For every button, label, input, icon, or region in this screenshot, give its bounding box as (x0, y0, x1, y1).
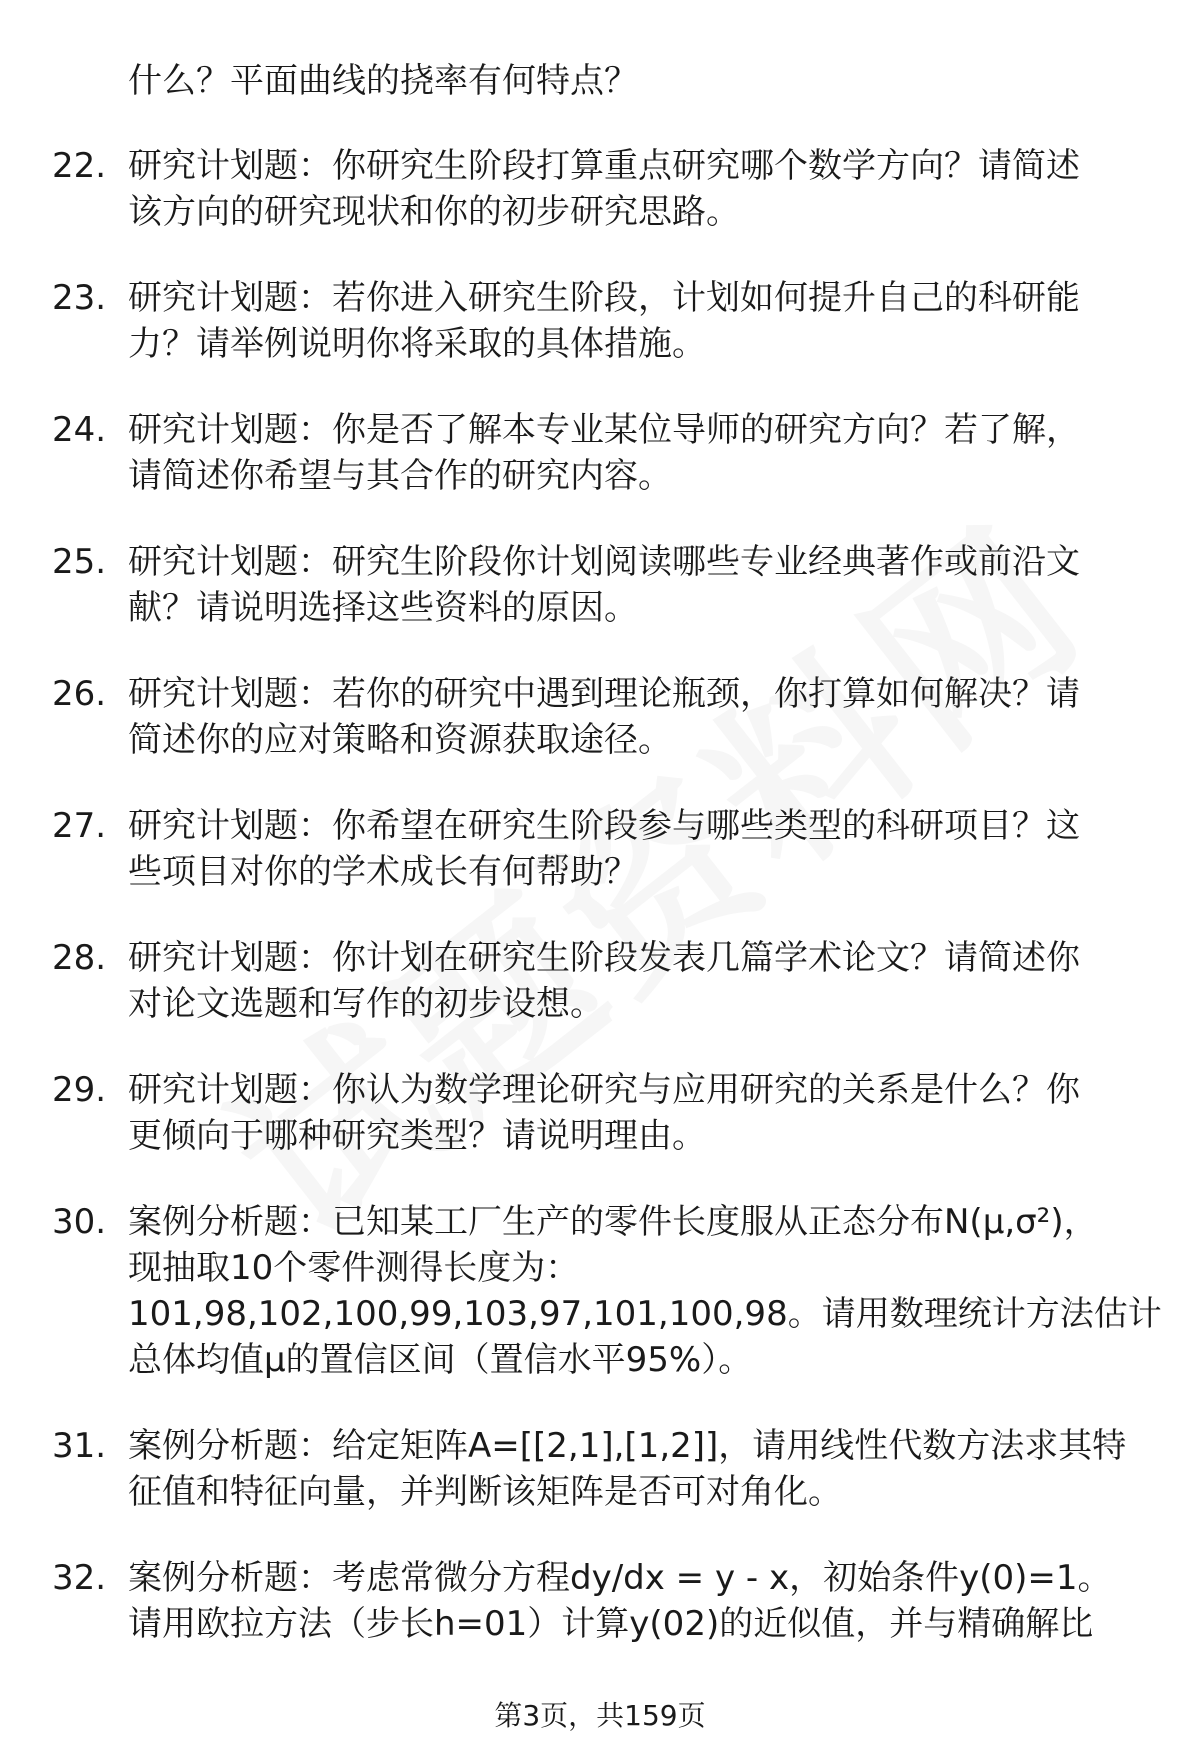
question-list (0, 143, 1200, 1687)
question-number: 32. (52, 1558, 107, 1598)
question-text-line: 案例分析题：已知某工厂生产的零件长度服从正态分布N(μ,σ²)， (128, 1202, 1098, 1242)
question-number: 30. (52, 1202, 107, 1242)
question-text-line: 简述你的应对策略和资源获取途径。 (128, 720, 672, 760)
question-text (128, 1067, 1168, 1159)
question-text (128, 539, 1168, 631)
question-text-line: 对论文选题和写作的初步设想。 (128, 984, 604, 1024)
question-number: 24. (52, 410, 107, 450)
question-text-line: 献？请说明选择这些资料的原因。 (128, 588, 638, 628)
question-text (128, 407, 1168, 499)
question-item (0, 1199, 1200, 1383)
question-text (128, 1555, 1168, 1647)
question-text-line: 些项目对你的学术成长有何帮助？ (128, 852, 638, 892)
question-number: 29. (52, 1070, 107, 1110)
question-item (0, 539, 1200, 631)
question-text (128, 1423, 1168, 1515)
page-footer: 第3页，共159页 (494, 1699, 706, 1732)
question-text-line: 该方向的研究现状和你的初步研究思路。 (128, 192, 740, 232)
question-text (128, 1199, 1168, 1383)
question-text-line: 总体均值μ的置信区间（置信水平95%）。 (128, 1340, 753, 1380)
question-item (0, 803, 1200, 895)
question-number: 22. (52, 146, 107, 186)
question-text-line: 更倾向于哪种研究类型？请说明理由。 (128, 1116, 706, 1156)
question-text-line: 请简述你希望与其合作的研究内容。 (128, 456, 672, 496)
question-number: 26. (52, 674, 107, 714)
question-item (0, 1423, 1200, 1515)
question-text (128, 935, 1168, 1027)
question-text (128, 275, 1168, 367)
question-text-line: 研究计划题：你研究生阶段打算重点研究哪个数学方向？请简述 (128, 146, 1080, 186)
question-text-line: 案例分析题：考虑常微分方程dy/dx = y - x，初始条件y(0)=1。 (128, 1558, 1112, 1598)
question-number: 23. (52, 278, 107, 318)
question-item (0, 1067, 1200, 1159)
question-text-line: 现抽取10个零件测得长度为： (128, 1248, 580, 1288)
carryover-line: 什么？平面曲线的挠率有何特点？ (128, 61, 638, 101)
question-text-line: 研究计划题：你认为数学理论研究与应用研究的关系是什么？你 (128, 1070, 1080, 1110)
question-item (0, 275, 1200, 367)
question-text-line: 101,98,102,100,99,103,97,101,100,98。请用数理统计方法估计 (128, 1294, 1162, 1334)
question-item (0, 935, 1200, 1027)
question-item (0, 143, 1200, 235)
question-text-line: 请用欧拉方法（步长h=01）计算y(02)的近似值，并与精确解比 (128, 1604, 1094, 1644)
question-number: 27. (52, 806, 107, 846)
question-text-line: 研究计划题：你希望在研究生阶段参与哪些类型的科研项目？这 (128, 806, 1080, 846)
question-text-line: 研究计划题：研究生阶段你计划阅读哪些专业经典著作或前沿文 (128, 542, 1080, 582)
question-number: 31. (52, 1426, 107, 1466)
question-text-line: 研究计划题：你计划在研究生阶段发表几篇学术论文？请简述你 (128, 938, 1080, 978)
question-text-line: 案例分析题：给定矩阵A=[[2,1],[1,2]]，请用线性代数方法求其特 (128, 1426, 1127, 1466)
question-item (0, 671, 1200, 763)
question-text-line: 研究计划题：若你的研究中遇到理论瓶颈，你打算如何解决？请 (128, 674, 1080, 714)
question-text (128, 143, 1168, 235)
question-item (0, 1555, 1200, 1647)
question-text-line: 力？请举例说明你将采取的具体措施。 (128, 324, 706, 364)
question-text-line: 研究计划题：若你进入研究生阶段，计划如何提升自己的科研能 (128, 278, 1080, 318)
question-text (128, 671, 1168, 763)
question-number: 25. (52, 542, 107, 582)
question-item (0, 407, 1200, 499)
question-text (128, 803, 1168, 895)
question-text-line: 征值和特征向量，并判断该矩阵是否可对角化。 (128, 1472, 842, 1512)
question-number: 28. (52, 938, 107, 978)
question-text-line: 研究计划题：你是否了解本专业某位导师的研究方向？若了解， (128, 410, 1080, 450)
